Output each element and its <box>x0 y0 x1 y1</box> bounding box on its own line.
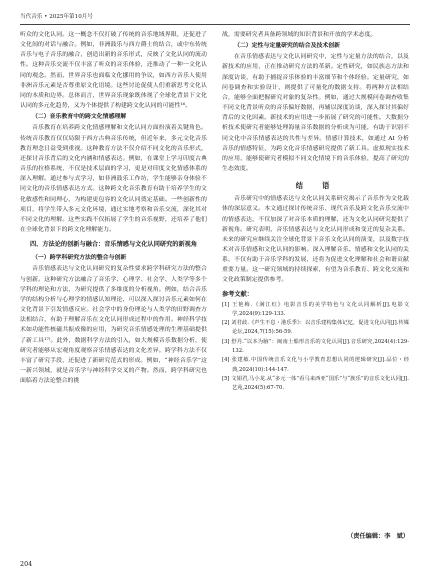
paragraph: 音乐情感表达与文化认同研究的复杂性要求跨学科研究方法的整合与创新。这种研究方法融合了音乐学、心理学、社会学、人类学等多个学科的理论和方法，为研究提供了多维度的分析视角。例如，结合音乐学的结构分析与心理学的情感认知理论，可以深入探讨音乐元素如何在文化背景下引发情感反应。社会学中的身份理论与人类学的田野调查方法相结合，有助于理解音乐在文化认同形成过程中的作用。神经科学技术如功能性核磁共振成像的应用，为研究音乐情感处理的生理基础提供了新工具¹⁷⁾。此外，数据科学方法的引入，如大规模音乐数据分析，使研究者能够从宏观角度观察音乐情感表达的文化差异。跨学科方法不仅丰富了研究手段，还促进了新研究范式的形成。例如，“神经音乐学”这一新兴领域，就是音乐学与神经科学交叉的产物。然而，跨学科研究也面临着方法论整合的挑 <box>20 266 207 385</box>
running-header: 当代音乐 • 2025年第10月号 <box>20 14 93 20</box>
reference-item: [3] 舒丹.“以本为脑”：闽南土船形音乐的文化认同[J].音乐研究,2024(4):129-132. <box>222 338 409 355</box>
paragraph: 音乐教育在培养跨文化情感理解和文化认同方面扮演着关键角色。传统音乐教育仅仅局限于西方古典音乐传统，但近年来，多元文化音乐教育理念日益受到重视。这种教育方法不仅介绍不同文化的音乐形式，还探讨音乐背后的文化内涵和情感表达。例如，在课堂上学习印度古典音乐的拉格系统，不仅是技术层面的学习，更是对印度文化情感体系的深入理解。通过参与式学习，如非洲鼓乐工作坊，学生能够亲身体验不同文化的音乐情感表达方式。这种跨文化音乐教育有助于培养学生的文化敏感性和同理心，为构建更包容的文化认同奠定基础。一些创新性的项目，将学生带入多元文化环境，通过实地考察和音乐交流，深化其对不同文化的理解。这些实践不仅拓展了学生的音乐视野，还培养了他们在全球化背景下的跨文化理解能力。 <box>20 125 207 233</box>
reference-item: [2] 刘君歧.《声生不息・港乐季》：以音乐建构集体记忆，促进文化认同[J].传媒论坛,2024,7(15):56-59. <box>222 320 409 336</box>
paragraph: 战，需要研究者具备跨领域的知识背景和开放的学术态度。 <box>222 32 377 38</box>
subsection-heading: （二）定性与定量研究的结合及技术创新 <box>234 43 341 50</box>
reference-item: [1] 王艳梅.《满江红》电影音乐的美学特色与文化认同解析[J].电影文学,2024(9):129-133. <box>222 301 409 317</box>
section-heading: 四、方法论的创新与融合：音乐情感与文化认同研究的新视角 <box>29 241 198 249</box>
page-number: 204 <box>20 560 33 568</box>
subsection-heading: （二）音乐教育中的跨文化情感理解 <box>32 114 127 121</box>
subsection-heading: （一）跨学科研究方法的整合与创新 <box>32 255 127 262</box>
references-heading: 参考文献： <box>222 290 253 298</box>
header-rule <box>20 24 410 25</box>
left-column <box>20 30 207 386</box>
right-column <box>222 30 409 394</box>
reference-item: [4] 张建敏.中国传统音乐文化与小学教育思想认同的逻辑研究[J].品位・经典,2024(10):144-147. <box>222 357 409 373</box>
paragraph: 音乐研究中的情感表达与文化认同关系研究揭示了音乐作为文化载体的深层意义。本文通过探讨传统音乐、现代音乐及跨文化音乐交流中的情感表达，不仅加深了对音乐本质的理解，还为文化认同研究提供了新视角。研究表明，音乐情感表达与文化认同形成和变迁的复杂关系。未来的研究应继续关注全球化背景下音乐文化认同的演变，以及数字技术对音乐情感和文化认同的影响。深入理解音乐、情感和文化认同的关系，不仅有助于音乐学科的发展，还将为促进文化理解和社会和谐贡献重要力量。这一研究领域的持续探索，有望为音乐教育、跨文化交流和文化政策制定提供参考。 <box>222 196 409 284</box>
editor-credit: （责任编辑：李 斌） <box>347 533 409 540</box>
paragraph: 在音乐情感表达与文化认同研究中，定性与定量方法的结合，以及新技术的应用，正在推动研究方法的革新。定性研究，如民族志方法和深度访谈，有助于捕捉音乐体验的丰富细节和个体经验。定量研究，如问卷调查和实验设计，则提供了可量化的数据支持。将两种方法相结合，能够全面把握研究对象的复杂性。例如，通过大规模问卷调查收集不同文化背景听众的音乐偏好数据，再辅以深度访谈，深入探讨其偏好背后的文化因素。新技术的应用进一步拓展了研究的可能性。大数据分析技术使研究者能够处理海量音乐数据的分析成为可能，有助于识别不同文化中音乐情感表达的共性与差异。情感计算技术，如通过 AI 分析音乐的情感特征，为跨文化音乐情感研究提供了新工具。虚拟现实技术的应用，能够使研究者模拟不同文化情境下的音乐体验，提高了研究的生态效度。 <box>222 54 409 173</box>
conclusion-heading: 结 语 <box>295 181 336 191</box>
paragraph: 听众的文化认同。这一概念不仅打破了传统的音乐地域界限，还促进了文化间的对话与融合。例如，非洲鼓乐与西方爵士的结合，或中东传统音乐与电子音乐的融合，创造出新的音乐形式，反映了文化认同的流动性。这种音乐交流不仅丰富了听众的音乐体验，还推动了一种一文化认同的观念。然而，世界音乐也面临文化挪用的争议，如西方音乐人使用非洲音乐元素是否尊重原文化语境。这些讨论促使人们重新思考文化认同的本质和边界。总体而言，世界音乐现象既体现了全球化背景下文化认同的多元化趋势，又为个体提供了构建跨文化认同的可能性¹⁶。 <box>20 32 207 110</box>
reference-item: [5] 文娟君,马小龙.从“多元一体”看马来西亚“国乐”与“族乐”的音乐文化认同[J].艺苑,2024(5):67-70. <box>222 375 409 392</box>
